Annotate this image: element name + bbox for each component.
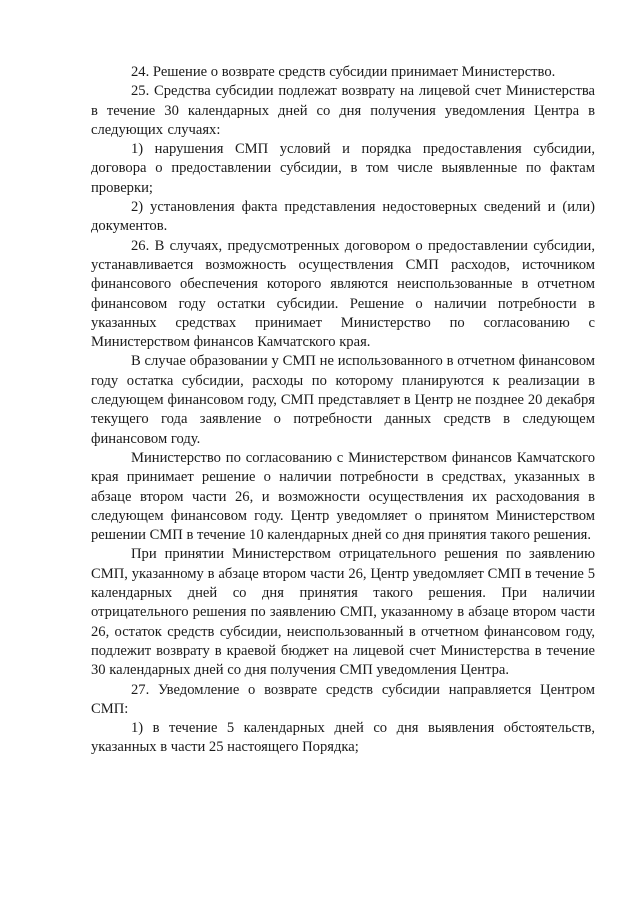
paragraph-25-item-2: 2) установления факта представления недостоверных сведений и (или) документов. bbox=[91, 199, 595, 235]
paragraph-25: 25. Средства субсидии подлежат возврату на лицевой счет Министерства в течение 30 календарных дней со дня получения уведомления Центра в следующих случаях: bbox=[91, 83, 595, 138]
paragraph-26-abzac-3: Министерство по согласованию с Министерством финансов Камчатского края принимает решение о наличии потребности в средствах, указанных в абзаце втором части 26, и возможности осуществления их расходования в следующем финансовом году. Центр уведомляет о принятом Министерством решении СМП в течение 10 календарных дней со дня принятия такого решения. bbox=[91, 449, 595, 544]
paragraph-24: 24. Решение о возврате средств субсидии принимает Министерство. bbox=[131, 64, 556, 80]
paragraph-26-abzac-4: При принятии Министерством отрицательного решения по заявлению СМП, указанному в абзаце втором части 26, Центр уведомляет СМП в течение 5 календарных дней со дня принятия такого решения. При наличии отрицательного решения по заявлению СМП, указанному в абзаце втором части 26, остаток средств субсидии, неиспользованный в отчетном финансовом году, подлежит возврату в краевой бюджет на лицевой счет Министерства в течение 30 календарных дней со дня получения СМП уведомления Центра. bbox=[91, 546, 595, 679]
paragraph-26: 26. В случаях, предусмотренных договором о предоставлении субсидии, устанавливается возможность осуществления СМП расходов, источником финансового обеспечения которого являются неиспользованные в отчетном финансовом году остатки субсидии. Решение о наличии потребности в указанных средствах принимает Министерство по согласованию с Министерством финансов Камчатского края. bbox=[91, 237, 595, 351]
paragraph-25-item-1: 1) нарушения СМП условий и порядка предоставления субсидии, договора о предоставлении субсидии, в том числе выявленные по фактам проверки; bbox=[91, 141, 595, 196]
document-page bbox=[91, 63, 595, 758]
paragraph-27: 27. Уведомление о возврате средств субсидии направляется Центром СМП: bbox=[91, 681, 595, 717]
paragraph-27-item-1: 1) в течение 5 календарных дней со дня выявления обстоятельств, указанных в части 25 настоящего Порядка; bbox=[91, 720, 595, 756]
paragraph-26-abzac-2: В случае образовании у СМП не использованного в отчетном финансовом году остатка субсидии, расходы по которому планируются к реализации в следующем финансовом году, СМП представляет в Центр не позднее 20 декабря текущего года заявление о потребности данных средств в следующем финансовом году. bbox=[91, 353, 595, 447]
